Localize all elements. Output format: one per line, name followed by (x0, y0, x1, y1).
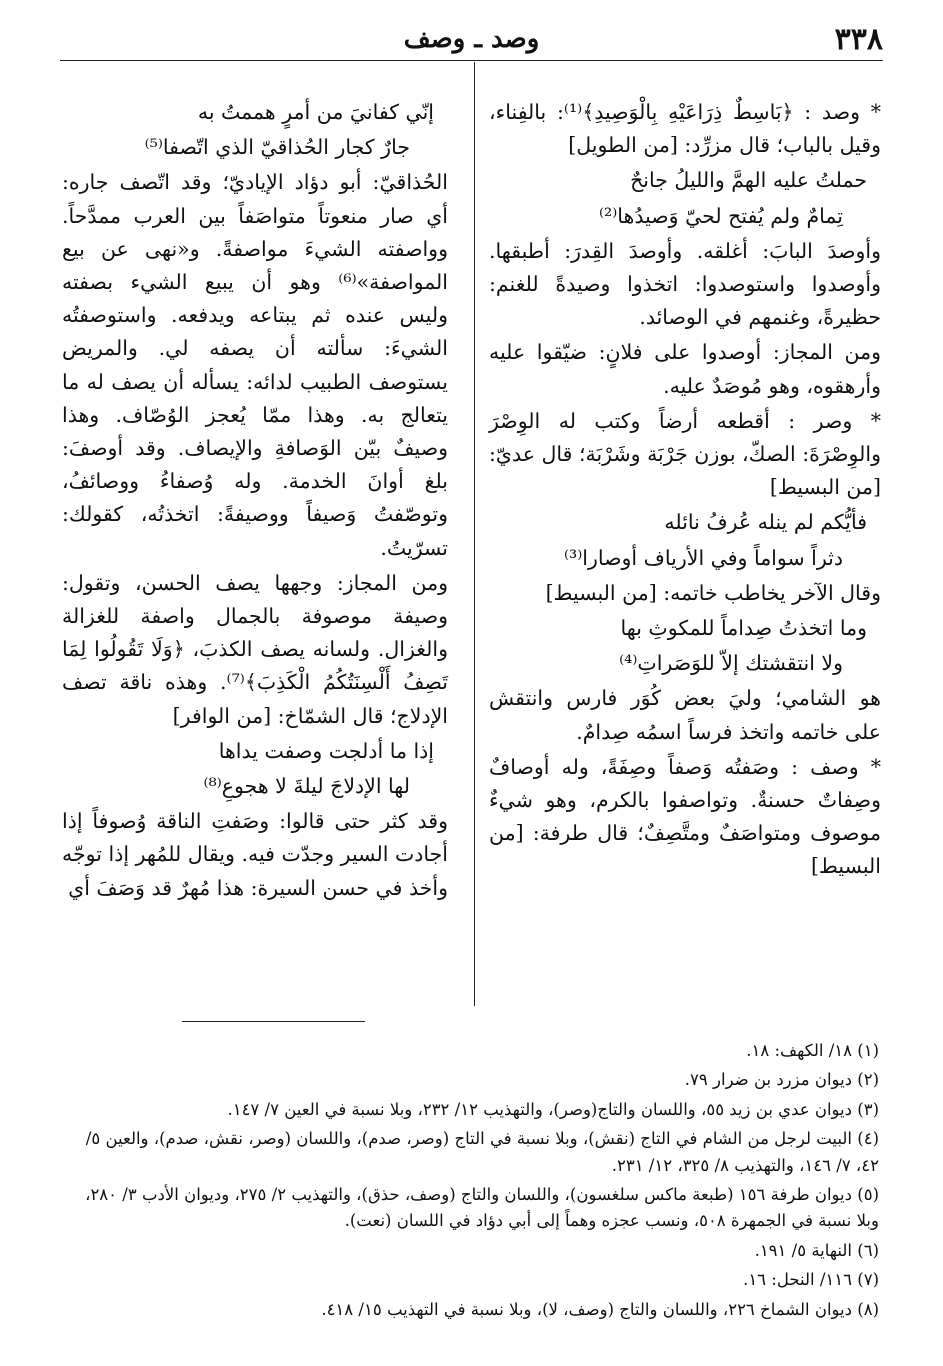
verse-line: إذا ما أدلجت وصفت يداها (218, 738, 434, 763)
paragraph: وأوصدَ البابَ: أغلقه. وأوصدَ القِدرَ: أطبقها. وأوصدوا واستوصدوا: اتخذوا وصيدةً للغنم: حظيرةً، وغنمهم في الوصائد. (489, 238, 881, 330)
footnote: (٣) ديوان عدي بن زيد ٥٥، واللسان والتاج(وصر)، والتهذيب ١٢/ ٢٣٢، وبلا نسبة في العين ٧/ ١٤٧. (227, 1099, 879, 1119)
verse-line: فأيُّكم لم ينله عُرفُ نائله (664, 510, 867, 535)
footnote: (١) ١٨/ الكهف: ١٨. (746, 1041, 879, 1060)
footnote: (٥) ديوان طرفة ١٥٦ (طبعة ماكس سلغسون)، واللسان والتاج (وصف، حذق)، والتهذيب ٢/ ٢٧٥، وديوان الأدب ٣/ ٢٨٠، وبلا نسبة في الجمهرة ٥٠٨، ونسب عجزه وهماً إلى أبي دؤاد في اللسان (نعت). (85, 1184, 879, 1231)
verse-line: حملتُ عليه الهمَّ والليلُ جانحٌ (630, 168, 867, 193)
column-divider (474, 62, 475, 1006)
verse-line: ولا انتقشتك إلاّ للوَصَراتِ⁽⁴⁾ (619, 651, 843, 676)
footnote: (٨) ديوان الشماخ ٢٢٦، واللسان والتاج (وصف، لا)، وبلا نسبة في التهذيب ١٥/ ٤١٨. (321, 1299, 879, 1319)
entry-wasar: * وصر : أقطعه أرضاً وكتب له الوِصْرَ والوِصْرَةَ: الصكّ، بوزن جَرْبَة وشَرْبَة؛ قال عديّ: [من البسيط] (489, 408, 881, 500)
footnote: (٤) البيت لرجل من الشام في التاج (نقش)، وبلا نسبة في التاج (وصر، صدم)، واللسان (وصر، نقش، صدم)، والعين ٥/ ٤٢، ٧/ ١٤٦، والتهذيب ٨/ ٣٢٥، ١٢/ ٢٣١. (85, 1129, 879, 1175)
verse-line: إنّي كفانيَ من أمرٍ هممتُ به (197, 100, 434, 124)
verse-line: دثراً سواماً وفي الأرياف أوصارا⁽³⁾ (563, 545, 843, 570)
paragraph: وقال الآخر يخاطب خاتمه: [من البسيط] (545, 580, 881, 605)
entry-wasaf: * وصف : وصَفتُه وَصفاً وصِفَةً، وله أوصافٌ وصِفاتٌ حسنةٌ. وتواصفوا بالكرم، وهو شيءٌ موصوف ومتواصَفٌ ومتَّصِفٌ؛ قال طرفة: [من البسيط] (489, 754, 881, 879)
footnote: (٦) النهاية ٥/ ١٩١. (754, 1240, 879, 1260)
verse-line: تِمامٌ ولم يُفتح لحيّ وَصيدُها⁽²⁾ (598, 203, 843, 228)
verse-line: لها الإدلاجَ ليلةَ لا هجوعِ⁽⁸⁾ (203, 774, 410, 799)
footnote: (٢) ديوان مزرد بن ضرار ٧٩. (684, 1070, 879, 1090)
left-column (62, 96, 448, 907)
header-rule (60, 60, 883, 61)
paragraph: ومن المجاز: وجهها يصف الحسن، وتقول: وصيفة موصوفة بالجمال واصفة للغزالة والغزال. ولسانه يصف الكذبَ، ﴿وَلَا تَقُولُوا لِمَا تَصِفُ أَلْسِنَتُكُمُ الْكَذِبَ﴾⁽⁷⁾. وهذه ناقة تصف الإدلاج؛ قال الشمّاخ: [من الوافر] (62, 570, 449, 728)
verse-line: جارٌ كجار الحُذاقيّ الذي اتّصفا⁽⁵⁾ (144, 135, 410, 160)
entry-wasad: * وصد : ﴿بَاسِطٌ ذِرَاعَيْهِ بِالْوَصِيدِ﴾⁽¹⁾: بالفِناء، وقيل بالباب؛ قال مزرِّد: [من الطويل] (489, 100, 881, 158)
page-header (60, 22, 883, 62)
footnote: (٧) ١١٦/ النحل: ١٦. (743, 1270, 879, 1290)
verse-line: وما اتخذتُ صِداماً للمكوثِ بها (620, 616, 867, 641)
page-number: ٣٣٨ (834, 22, 883, 57)
right-column (489, 96, 881, 886)
paragraph: ومن المجاز: أوصدوا على فلانٍ: ضيّقوا عليه وأرهقوه، وهو مُوصَدٌ عليه. (489, 340, 881, 398)
running-title: وصد ـ وصف (403, 24, 540, 54)
paragraph: هو الشامي؛ وليَ بعض كُوَر فارس وانتقش على خاتمه واتخذ فرساً اسمُه صِدامٌ. (489, 686, 881, 744)
paragraph: وقد كثر حتى قالوا: وصَفتِ الناقة وُصوفاً إذا أجادت السير وجدّت فيه. ويقال للمُهر إذا توجّه وأخذ في حسن السيرة: هذا مُهرٌ قد وَصَفَ أي (62, 809, 448, 900)
footnotes (59, 1038, 879, 1326)
paragraph: الحُذاقيّ: أبو دؤاد الإياديّ؛ وقد اتّصف جاره: أي صار منعوتاً متواصَفاً بين العرب ممدَّحاً. وواصفته الشيءَ مواصفةً. و«نهى عن بيع المواصفة»⁽⁶⁾ وهو أن يبيع الشيء بصفته وليس عنده ثم يبتاعه ويدفعه. واستوصفتُه الشيءَ: سألته أن يصفه لي. والمريض يستوصف الطبيب لدائه: يسأله أن يصف له ما يتعالج به. وهذا ممّا يُعجز الوُصّاف. وهذا وصيفٌ بيّن الوَصافةِ والإيصاف. وقد أوصفَ: بلغ أوانَ الخدمة. وله وُصفاءُ ووصائفُ، وتوصّفتُ وَصيفاً ووصيفةً: اتخذتُه، كقولك: تسرّيتُ. (62, 170, 448, 560)
footnote-rule (182, 1021, 365, 1022)
